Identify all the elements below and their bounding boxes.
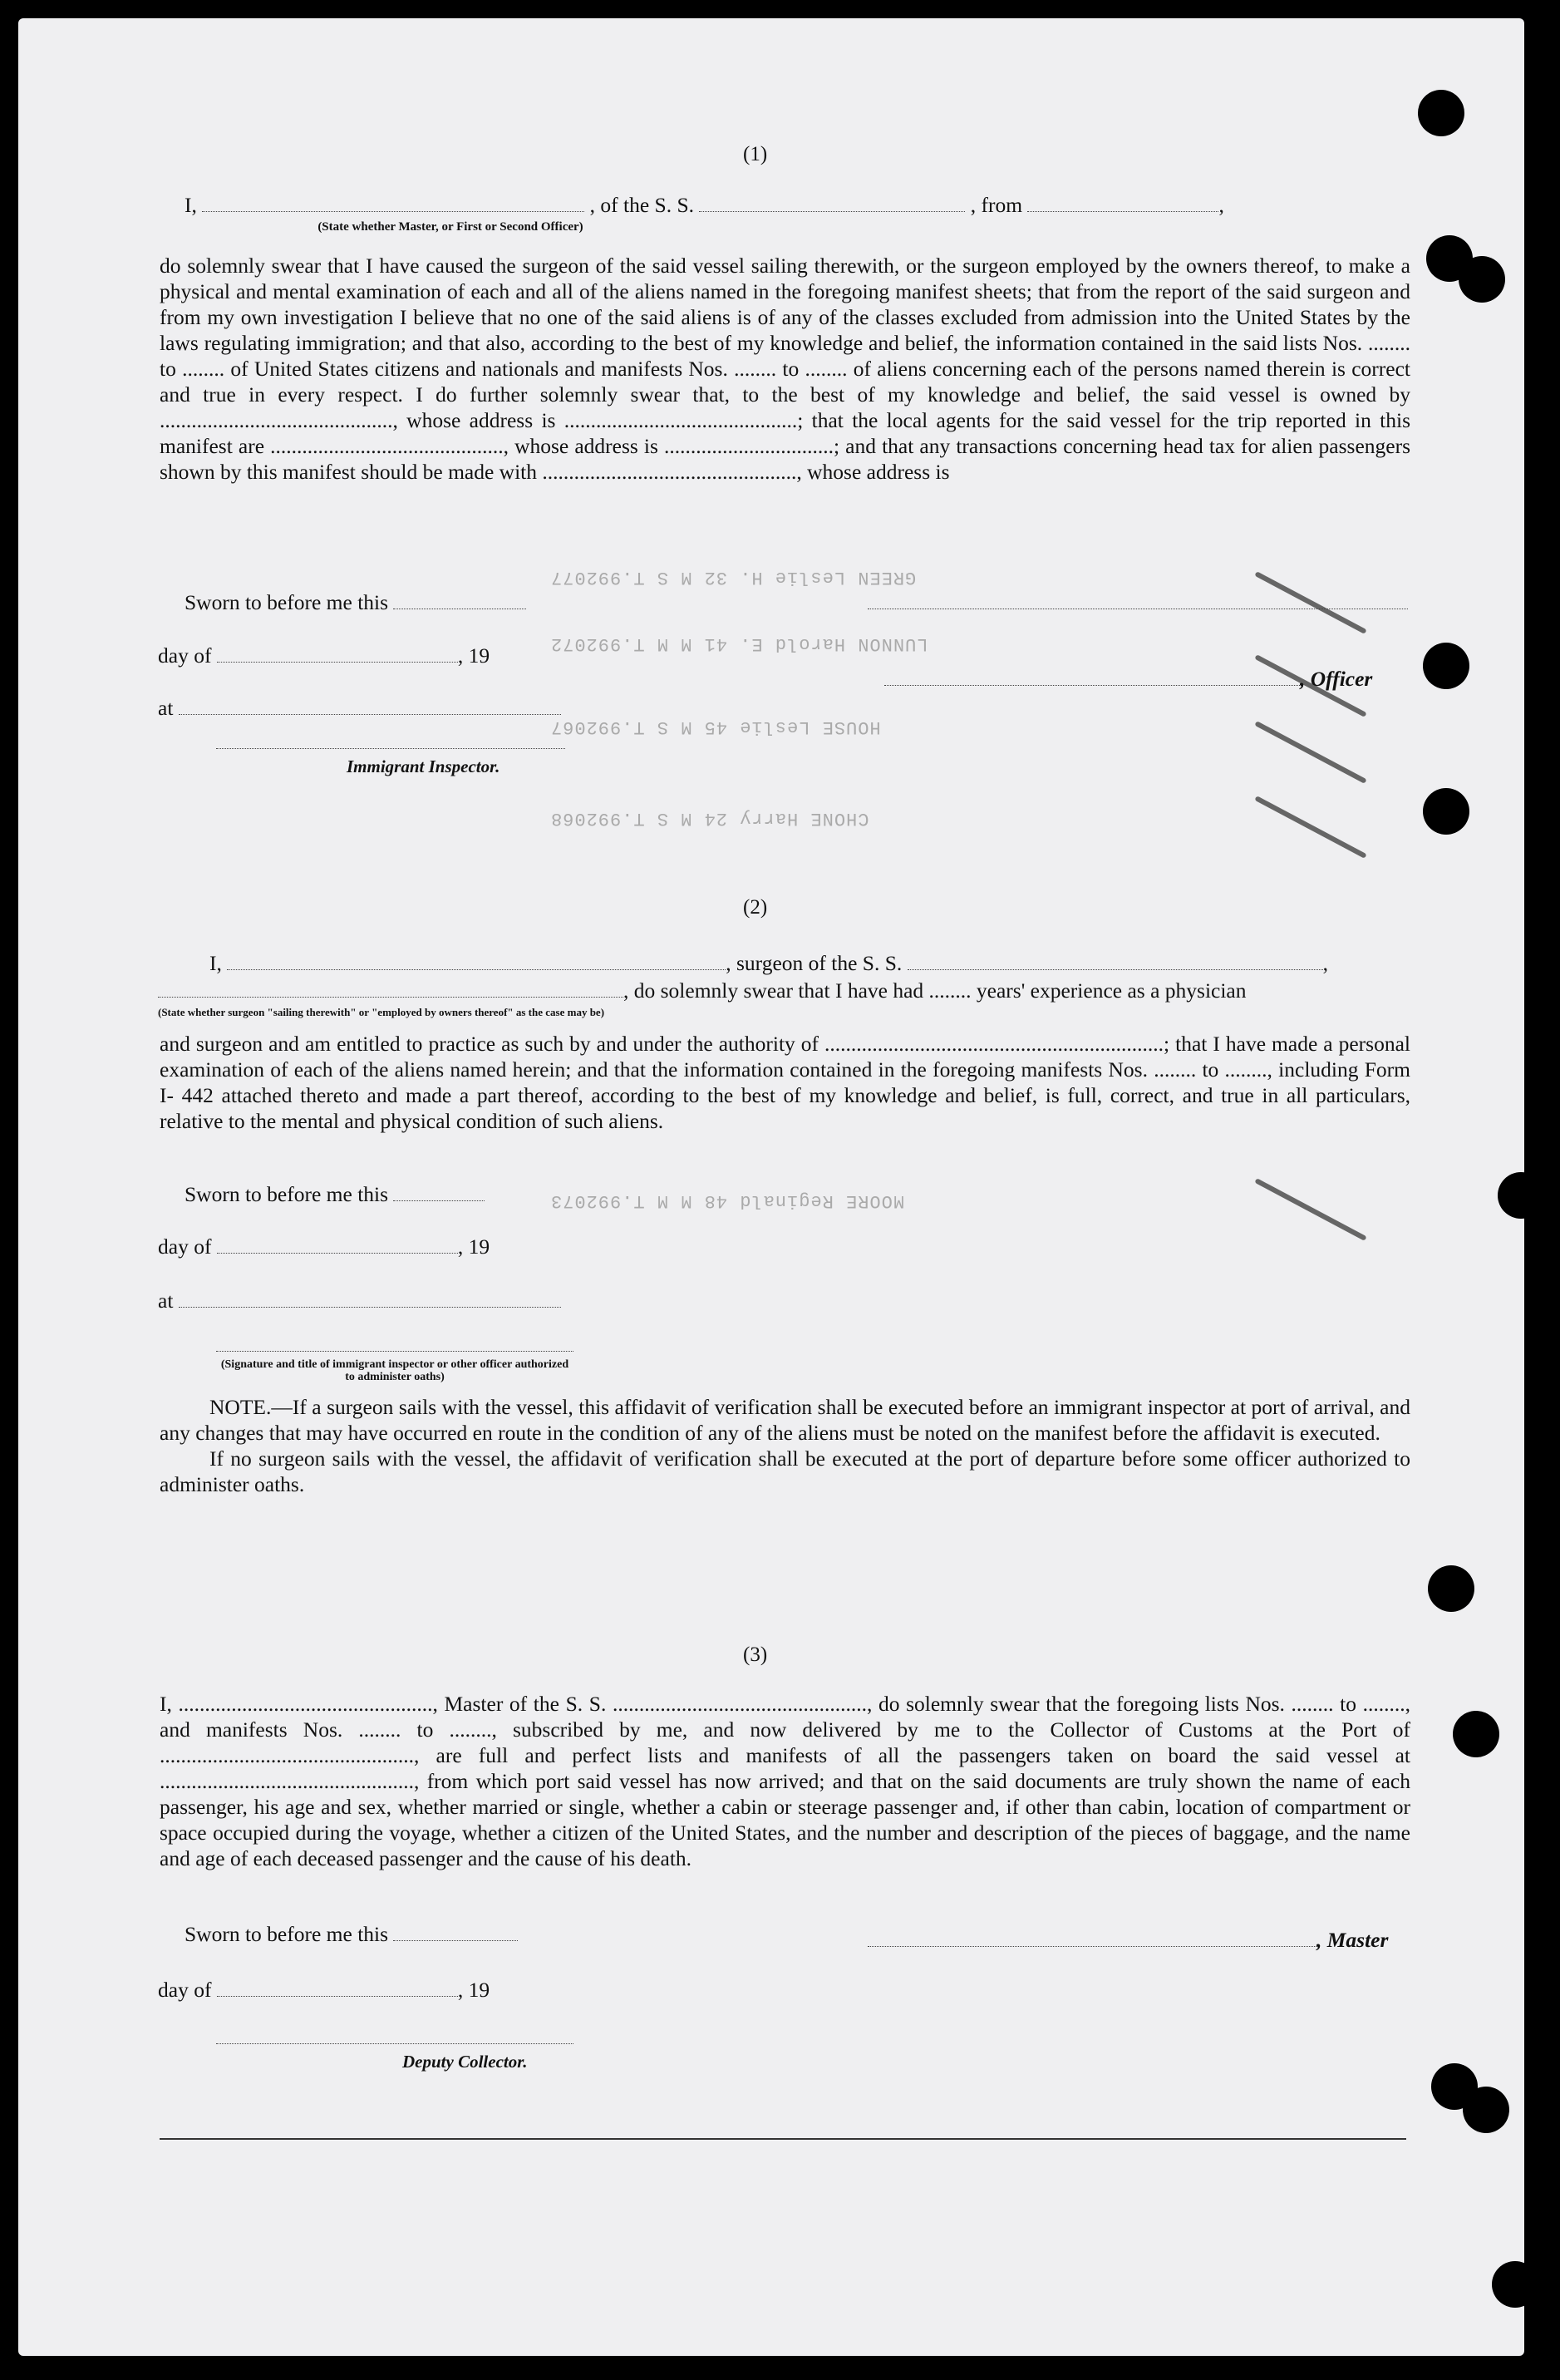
date-field[interactable] xyxy=(217,1234,458,1254)
section-1-body xyxy=(160,253,1410,485)
place-field[interactable] xyxy=(179,1289,561,1308)
section-1-first-line: I, , of the S. S. , from , xyxy=(185,193,1224,217)
pen-mark xyxy=(1254,721,1366,784)
sworn-label: Sworn to before me this xyxy=(185,590,389,614)
officer-row xyxy=(884,667,1372,692)
officer-line[interactable] xyxy=(884,667,1300,686)
master-signature-line[interactable] xyxy=(868,1928,1316,1947)
sworn-day-field[interactable] xyxy=(393,1922,518,1941)
line-text: I, xyxy=(209,951,222,975)
section-1-date xyxy=(158,643,490,668)
section-1-number: (1) xyxy=(743,143,768,165)
sworn-label: Sworn to before me this xyxy=(185,1922,389,1946)
authorized-signature-line[interactable] xyxy=(216,1351,573,1352)
master-label: , Master xyxy=(1316,1928,1389,1952)
section-1-paragraph: do solemnly swear that I have caused the surgeon of the said vessel sailing therewith, or the surgeon employed by the owners thereof, to make a physical and mental examination of each and all of the aliens named in the foregoing manifest sheets; that from the report of the said surgeon and from my own investigation I believe that no one of the said aliens is of any of the classes excluded from admission into the United States by the laws regulating immigration; and that also, according to the best of my knowledge and belief, the information contained in the said lists Nos. ........ to ........ of United States citizens and nationals and manifests Nos. ........ to ........ of aliens concerning each of the persons named therein is correct and true in every respect. I do further solemnly swear that, to the best of my knowledge and belief, the said vessel is owned by ............................................, whose address is ............................................; that the local agents for the said vessel for the trip reported in this manifest are ............................................, whose address is ................................; and that any transactions concerning head tax for alien passengers shown by this manifest should be made with ................................................, whose address is xyxy=(160,254,1410,484)
note-2: If no surgeon sails with the vessel, the affidavit of verification shall be executed at the port of departure before some officer authorized to administer oaths. xyxy=(160,1446,1410,1496)
from-port-field[interactable] xyxy=(1027,193,1218,212)
section-1-at xyxy=(158,696,1413,721)
section-3-sworn xyxy=(185,1922,518,1947)
year-label: , 19 xyxy=(457,1234,490,1259)
section-2-body xyxy=(160,1031,1410,1134)
section-3-body xyxy=(160,1691,1410,1871)
section-2-paragraph: and surgeon and am entitled to practice as such by and under the authority of ................................................................; that I have made a personal examination of each of the aliens named herein; and that the information contained in the foregoing manifests Nos. ........ to ........, including Form I- 442 attached thereto and made a part thereof, according to the best of my knowledge and belief, is full, correct, and true in all particulars, relative to the mental and physical condition of such aliens. xyxy=(160,1032,1410,1133)
section-2-notes xyxy=(160,1394,1410,1497)
bleed-through-text: MOORE Reginald 48 M M T.992073 xyxy=(550,1190,905,1211)
master-row xyxy=(868,1928,1388,1953)
line-text: , surgeon of the S. S. xyxy=(726,951,903,975)
line-text: , from xyxy=(970,193,1023,217)
section-2-first-line: I, , surgeon of the S. S. , xyxy=(209,951,1329,975)
section-2-sworn xyxy=(185,1182,485,1207)
line-text: , of the S. S. xyxy=(589,193,695,217)
section-2-caption: (State whether surgeon "sailing therewith" or "employed by owners thereof" as the case may be) xyxy=(158,1006,605,1018)
manifest-back-page xyxy=(18,18,1524,2356)
punch-hole xyxy=(1423,643,1469,689)
line-text: , do solemnly swear that I have had ........ years' experience as a physician xyxy=(623,978,1247,1003)
vessel-name-field[interactable] xyxy=(699,193,965,212)
pen-mark xyxy=(1254,796,1366,859)
surgeon-vessel-field[interactable] xyxy=(908,951,1323,970)
officer-name-field[interactable] xyxy=(202,193,584,212)
section-1-caption: (State whether Master, or First or Second Officer) xyxy=(317,220,583,234)
at-label: at xyxy=(158,696,174,720)
pen-mark xyxy=(1254,571,1366,634)
day-of-label: day of xyxy=(158,1978,212,2002)
note-1: NOTE.—If a surgeon sails with the vessel, this affidavit of verification shall be executed before an immigrant inspector at port of arrival, and any changes that may have occurred en route in the condition of any of the aliens must be noted on the manifest before the affidavit is executed. xyxy=(160,1395,1410,1445)
bleed-through-text: CHONE Harry 24 M S T.992068 xyxy=(550,808,869,829)
sworn-day-field[interactable] xyxy=(393,590,526,609)
punch-hole xyxy=(1418,90,1464,136)
day-of-label: day of xyxy=(158,643,212,668)
sworn-day-field[interactable] xyxy=(393,1182,485,1201)
day-of-label: day of xyxy=(158,1234,212,1259)
pen-mark xyxy=(1254,1178,1366,1241)
section-3-date xyxy=(158,1978,490,2003)
place-field[interactable] xyxy=(179,696,561,715)
surgeon-name-field[interactable] xyxy=(227,951,726,970)
section-2-date xyxy=(158,1234,490,1259)
punch-hole xyxy=(1498,1172,1544,1219)
at-label: at xyxy=(158,1289,174,1313)
year-label: , 19 xyxy=(457,643,490,668)
officer-label: , Officer xyxy=(1300,667,1373,691)
section-3-number: (3) xyxy=(743,1643,768,1666)
immigrant-inspector-label: Immigrant Inspector. xyxy=(347,756,500,776)
punch-hole xyxy=(1428,1565,1474,1612)
date-field[interactable] xyxy=(217,1978,458,1997)
year-label: , 19 xyxy=(457,1978,490,2002)
deputy-collector-label: Deputy Collector. xyxy=(402,2052,528,2072)
section-2-number: (2) xyxy=(743,896,768,919)
punch-hole xyxy=(1459,256,1505,303)
collector-signature-line[interactable] xyxy=(216,2043,573,2044)
punch-hole xyxy=(1492,2261,1538,2308)
punch-hole xyxy=(1423,788,1469,835)
line-text: I, xyxy=(185,193,197,217)
surgeon-status-field[interactable] xyxy=(158,978,623,998)
signature-caption: (Signature and title of immigrant inspector or other officer authorized to administer oaths) xyxy=(220,1358,569,1383)
section-2-at xyxy=(158,1289,561,1313)
bleed-through-text: LUNNON Harold E. 41 M M T.992072 xyxy=(550,633,928,654)
bottom-rule xyxy=(160,2138,1406,2140)
section-2-second-line xyxy=(158,978,1413,1003)
punch-hole xyxy=(1463,2087,1509,2133)
sworn-label: Sworn to before me this xyxy=(185,1182,389,1206)
inspector-signature-line[interactable] xyxy=(216,748,565,749)
bleed-through-text: HOUSE Leslie 45 M S T.992067 xyxy=(550,717,881,737)
punch-hole xyxy=(1453,1711,1499,1757)
date-field[interactable] xyxy=(217,643,458,663)
section-1-sworn xyxy=(185,590,526,615)
bleed-through-text: GREEN Leslie H. 32 M S T.992077 xyxy=(550,567,917,588)
section-3-paragraph: I, ................................................, Master of the S. S. ................................................, do solemnly swear that the foregoing lists Nos. ........ to ........, and manifests Nos. ........ to ........, subscribed by me, and now delivered by me to the Collector of Customs at the Port of ................................................, are full and perfect lists and manifests of all the passengers taken on board the said vessel at ................................................, from which port said vessel has now arrived; and that on the said documents are truly shown the name of each passenger, his age and sex, whether married or single, whether a cabin or steerage passenger and, if other than cabin, location of compartment or space occupied during the voyage, whether a citizen of the United States, and the number and description of the pieces of baggage, and the name and age of each deceased passenger and the cause of his death. xyxy=(160,1692,1410,1870)
